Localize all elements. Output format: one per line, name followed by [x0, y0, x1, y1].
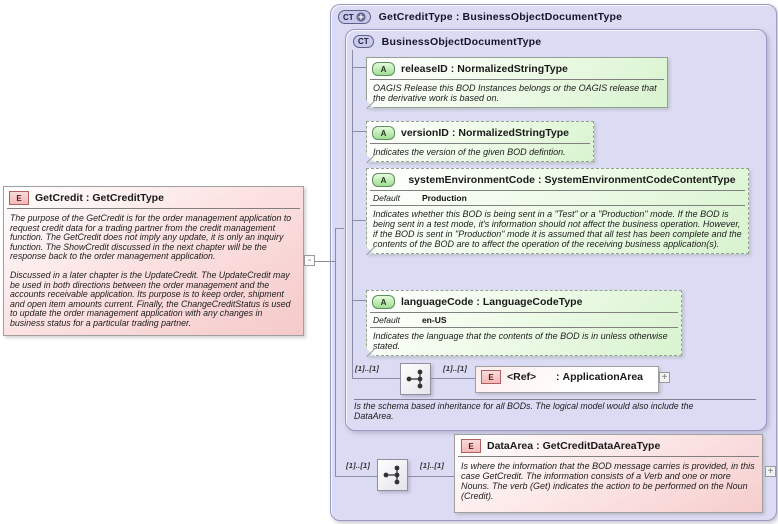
inner-ct-header [346, 30, 766, 51]
default-value-row: Default en-US [373, 315, 447, 325]
attribute-annotation: Indicates the version of the given BOD defintion. [373, 147, 566, 157]
attribute-systemenvironmentcode[interactable] [366, 168, 749, 254]
attribute-connector-line [352, 50, 353, 378]
complextype-icon: CT [353, 35, 374, 48]
element-dataarea[interactable] [454, 434, 763, 513]
attribute-title: languageCode : LanguageCodeType [401, 296, 583, 308]
element-getcredit[interactable] [3, 186, 304, 336]
default-value-row: Default Production [373, 193, 467, 203]
attribute-releaseid[interactable] [366, 57, 668, 108]
attribute-annotation: Indicates whether this BOD is being sent in a "Test" or a "Production" mode. If the BOD is being sent in a test mode, it's information should not affect the business operation. However, if the BOD is sent in "Production" mode it is assumed that all test has been complete and the contents of the BOD are to affect the operation of the receiving business application(s). [373, 209, 742, 249]
expand-dataarea-button[interactable]: + [765, 466, 776, 477]
annotation-paragraph: The purpose of the GetCredit is for the order management application to request credit data for a trading partner from the credit management function. The GetCredit does not imply any update, it is only an inquiry function. The ShowCredit discussed in the next chapter will be the response back to the order management application. [10, 213, 292, 262]
element-icon: E [481, 370, 501, 384]
attribute-title: versionID : NormalizedStringType [401, 127, 570, 139]
divider [354, 399, 756, 400]
attribute-icon: A [372, 173, 395, 187]
inheritance-connector-line [335, 228, 344, 229]
attribute-icon: A [372, 126, 395, 140]
attribute-annotation: Indicates the language that the contents of the BOD is in unless otherwise stated. [373, 331, 668, 351]
attribute-languagecode[interactable] [366, 290, 682, 356]
attribute-versionid[interactable] [366, 121, 594, 162]
connector-stub [352, 220, 366, 221]
element-title: <Ref> : ApplicationArea [507, 371, 644, 383]
element-applicationarea-ref[interactable] [475, 366, 659, 393]
annotation-paragraph: Discussed in a later chapter is the UpdateCredit. The UpdateCredit may be used in both directions between the order management and the accounts receivable application. Its purpose is to keep order, shipment and open item amounts current. Finally, the ChangeCreditStatus is used to update the order management application with any changes in business status for a particular trading partner. [10, 269, 291, 328]
attribute-icon: A [372, 62, 395, 76]
element-icon: E [9, 191, 29, 205]
plus-circle-icon [356, 12, 366, 22]
connector-stub [352, 300, 366, 301]
cardinality-label: [1]..[1] [420, 461, 445, 470]
element-title: DataArea : GetCreditDataAreaType [487, 440, 661, 452]
connector-stub [352, 131, 366, 132]
cardinality-label: [1]..[1] [355, 364, 380, 373]
element-icon: E [461, 439, 481, 453]
attribute-title: systemEnvironmentCode : SystemEnvironmentCodeContentType [408, 174, 736, 186]
content-model-line [335, 228, 336, 476]
element-annotation: Is where the information that the BOD message carries is provided, in this case GetCredit. The information consists of a Verb and one or more Nouns. The verb (Get) indicates the action to be performed on the Noun (Credit). [461, 461, 755, 501]
expand-applicationarea-button[interactable]: + [659, 372, 670, 383]
attribute-title: releaseID : NormalizedStringType [401, 63, 568, 75]
inner-ct-title: BusinessObjectDocumentType [381, 35, 542, 48]
element-title: GetCredit : GetCreditType [35, 192, 164, 204]
connector-stub [352, 67, 366, 68]
default-value: en-US [421, 315, 447, 325]
attribute-icon: A [372, 295, 395, 309]
complextype-derived-icon: CT [338, 10, 371, 24]
cardinality-label: [1]..[1] [346, 461, 371, 470]
complextype-bod-container[interactable] [345, 29, 767, 431]
attribute-annotation: OAGIS Release this BOD Instances belongs or the OAGIS release that the derivative work is based on. [373, 83, 657, 103]
outer-ct-title: GetCreditType : BusinessObjectDocumentType [378, 11, 623, 23]
sequence-compositor-icon[interactable] [377, 459, 408, 491]
outer-ct-header [331, 5, 776, 27]
inheritance-annotation: Is the schema based inheritance for all BODs. The logical model would also include the DataArea. [354, 401, 694, 421]
collapse-getcredittype-button[interactable]: - [304, 255, 315, 266]
cardinality-label: [1]..[1] [443, 364, 468, 373]
sequence-compositor-icon[interactable] [400, 363, 431, 395]
element-annotation [4, 209, 303, 334]
default-value: Production [421, 193, 467, 203]
